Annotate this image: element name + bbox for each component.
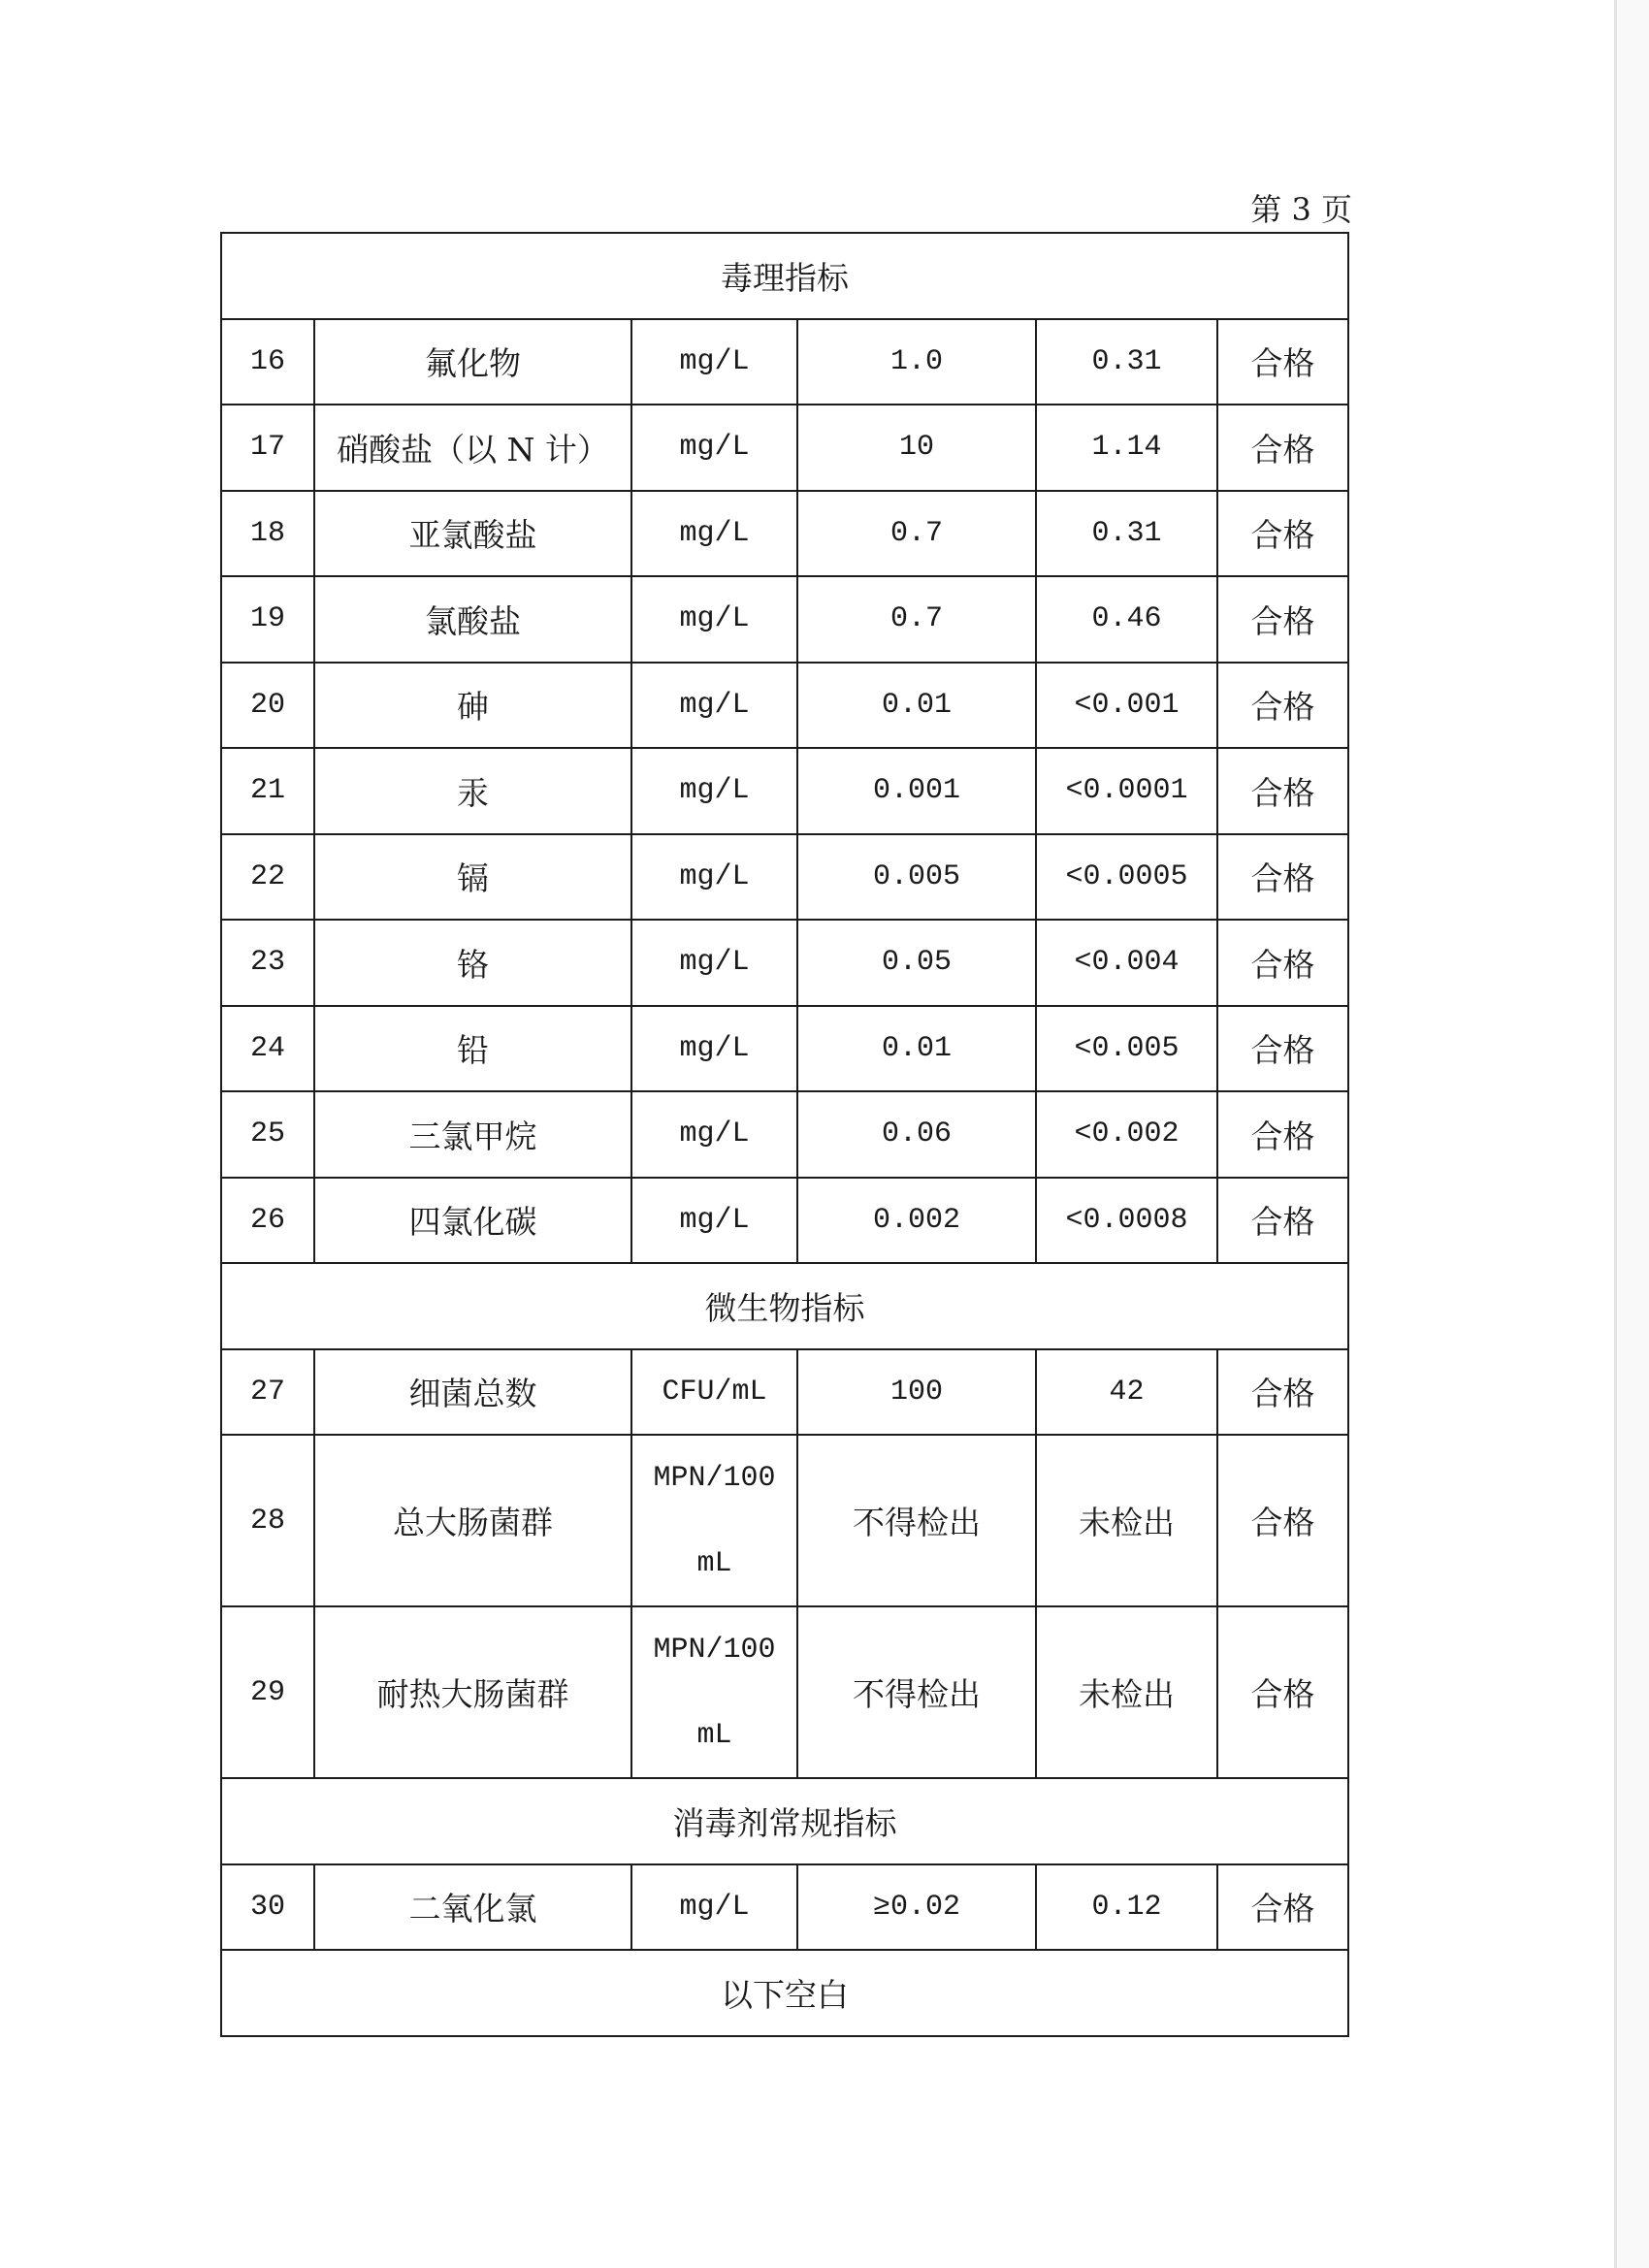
- unit: [632, 1607, 798, 1779]
- item-name: 细菌总数: [315, 1350, 632, 1437]
- verdict: 合格: [1218, 405, 1349, 492]
- row-number: 16: [222, 320, 315, 406]
- measured-value: <0.0001: [1037, 749, 1218, 835]
- limit-value: 0.06: [798, 1092, 1037, 1179]
- limit-value: 不得检出: [798, 1436, 1037, 1607]
- measured-value: 0.46: [1037, 577, 1218, 664]
- test-results-table: [220, 232, 1349, 2037]
- row-number: 20: [222, 664, 315, 750]
- unit: mg/L: [632, 664, 798, 750]
- section-title-microbiology: 微生物指标: [222, 1264, 1349, 1350]
- row-number: 22: [222, 835, 315, 922]
- limit-value: 0.001: [798, 749, 1037, 835]
- item-name: 铬: [315, 921, 632, 1007]
- limit-value: 0.7: [798, 492, 1037, 578]
- limit-value: 0.005: [798, 835, 1037, 922]
- unit-text: MPN/100mL: [653, 1461, 776, 1580]
- measured-value: 0.12: [1037, 1865, 1218, 1952]
- verdict: 合格: [1218, 1179, 1349, 1265]
- item-name: 氟化物: [315, 320, 632, 406]
- row-number: 26: [222, 1179, 315, 1265]
- verdict: 合格: [1218, 1092, 1349, 1179]
- limit-value: 0.002: [798, 1179, 1037, 1265]
- section-title-disinfectant: 消毒剂常规指标: [222, 1779, 1349, 1865]
- item-name: 总大肠菌群: [315, 1436, 632, 1607]
- unit: mg/L: [632, 492, 798, 578]
- verdict: 合格: [1218, 492, 1349, 578]
- measured-value: <0.001: [1037, 664, 1218, 750]
- limit-value: ≥0.02: [798, 1865, 1037, 1952]
- row-number: 30: [222, 1865, 315, 1952]
- verdict: 合格: [1218, 1007, 1349, 1093]
- measured-value: 42: [1037, 1350, 1218, 1437]
- verdict: 合格: [1218, 1436, 1349, 1607]
- limit-value: 0.01: [798, 664, 1037, 750]
- item-name: 氯酸盐: [315, 577, 632, 664]
- measured-value: 0.31: [1037, 492, 1218, 578]
- measured-value: <0.005: [1037, 1007, 1218, 1093]
- row-number: 29: [222, 1607, 315, 1779]
- verdict: 合格: [1218, 921, 1349, 1007]
- unit: CFU/mL: [632, 1350, 798, 1437]
- item-name: 汞: [315, 749, 632, 835]
- limit-value: 1.0: [798, 320, 1037, 406]
- row-number: 21: [222, 749, 315, 835]
- measured-value: <0.004: [1037, 921, 1218, 1007]
- row-number: 24: [222, 1007, 315, 1093]
- item-name: 二氧化氯: [315, 1865, 632, 1952]
- unit: mg/L: [632, 320, 798, 406]
- limit-value: 不得检出: [798, 1607, 1037, 1779]
- row-number: 28: [222, 1436, 315, 1607]
- unit: [632, 1436, 798, 1607]
- table-end-note: 以下空白: [222, 1951, 1349, 2037]
- verdict: 合格: [1218, 835, 1349, 922]
- verdict: 合格: [1218, 320, 1349, 406]
- section-title-toxicology: 毒理指标: [222, 234, 1349, 320]
- unit: mg/L: [632, 1865, 798, 1952]
- item-name: 硝酸盐（以 N 计）: [315, 405, 632, 492]
- row-number: 25: [222, 1092, 315, 1179]
- row-number: 17: [222, 405, 315, 492]
- item-name: 四氯化碳: [315, 1179, 632, 1265]
- scan-edge-shadow: [1614, 0, 1617, 2268]
- measured-value: 0.31: [1037, 320, 1218, 406]
- limit-value: 10: [798, 405, 1037, 492]
- verdict: 合格: [1218, 577, 1349, 664]
- measured-value: <0.0008: [1037, 1179, 1218, 1265]
- limit-value: 0.01: [798, 1007, 1037, 1093]
- row-number: 19: [222, 577, 315, 664]
- measured-value: <0.0005: [1037, 835, 1218, 922]
- row-number: 18: [222, 492, 315, 578]
- measured-value: 未检出: [1037, 1607, 1218, 1779]
- verdict: 合格: [1218, 664, 1349, 750]
- measured-value: 1.14: [1037, 405, 1218, 492]
- item-name: 亚氯酸盐: [315, 492, 632, 578]
- item-name: 砷: [315, 664, 632, 750]
- row-number: 27: [222, 1350, 315, 1437]
- verdict: 合格: [1218, 1350, 1349, 1437]
- unit: mg/L: [632, 577, 798, 664]
- limit-value: 0.05: [798, 921, 1037, 1007]
- page-number: 第 3 页: [1250, 191, 1352, 228]
- scan-edge-tint: [1617, 0, 1649, 2268]
- measured-value: <0.002: [1037, 1092, 1218, 1179]
- verdict: 合格: [1218, 1865, 1349, 1952]
- unit: mg/L: [632, 921, 798, 1007]
- limit-value: 0.7: [798, 577, 1037, 664]
- item-name: 镉: [315, 835, 632, 922]
- unit: mg/L: [632, 405, 798, 492]
- item-name: 铅: [315, 1007, 632, 1093]
- item-name: 耐热大肠菌群: [315, 1607, 632, 1779]
- verdict: 合格: [1218, 1607, 1349, 1779]
- unit-text: MPN/100mL: [653, 1633, 776, 1752]
- measured-value: 未检出: [1037, 1436, 1218, 1607]
- unit: mg/L: [632, 1007, 798, 1093]
- limit-value: 100: [798, 1350, 1037, 1437]
- item-name: 三氯甲烷: [315, 1092, 632, 1179]
- unit: mg/L: [632, 1092, 798, 1179]
- row-number: 23: [222, 921, 315, 1007]
- unit: mg/L: [632, 835, 798, 922]
- unit: mg/L: [632, 749, 798, 835]
- unit: mg/L: [632, 1179, 798, 1265]
- verdict: 合格: [1218, 749, 1349, 835]
